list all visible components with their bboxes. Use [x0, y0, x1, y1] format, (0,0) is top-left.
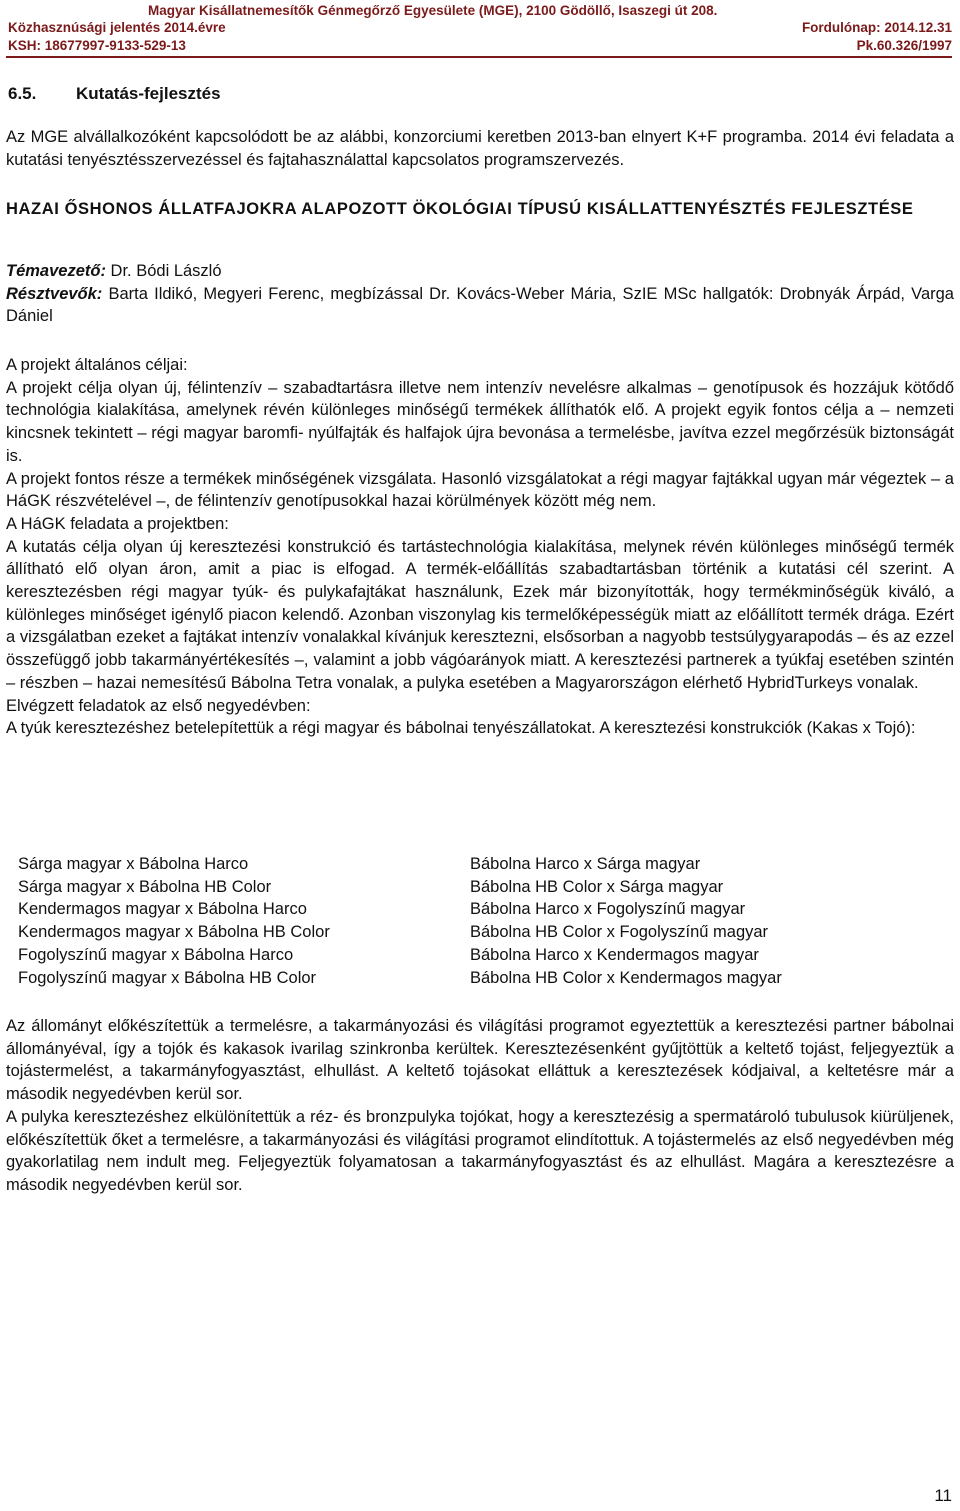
paragraph: Elvégzett feladatok az első negyedévben: [6, 696, 311, 715]
cross-item: Bábolna Harco x Kendermagos magyar [470, 945, 759, 964]
participants-names: Barta Ildikó, Megyeri Ferenc, megbízással Dr. Kovács-Weber Mária, SzIE MSc hallgatók: Drobnyák Árpád, Varga Dániel [6, 284, 954, 326]
paragraph: A HáGK feladata a projektben: [6, 514, 229, 533]
intro-text: Az MGE alvállalkozóként kapcsolódott be az alábbi, konzorciumi keretben 2013-ban elnyert K+F programba. 2014 évi feladata a kutatási tenyésztésszervezéssel és fajtahasználattal kapcsolatos programszervezés. [6, 128, 954, 169]
header-org: Magyar Kisállatnemesítők Génmegőrző Egyesülete (MGE), 2100 Gödöllő, Isaszegi út 208. [148, 3, 718, 18]
paragraph: A projekt célja olyan új, félintenzív – szabadtartásra illetve nem intenzív nevelésre alkalmas – genotípusok és hozzájuk kötődő technológia kialakítása, amelynek révén különleges minőségű termékek állíthatók elő. A projekt egyik fontos célja a – nemzeti kincsnek tekintett – régi magyar baromfi- nyúlfajták és halfajok újra bevonása a termelésbe, javítva ezzel megőrzésük biztonságát is. [6, 378, 954, 465]
paragraph: A kutatás célja olyan új keresztezési konstrukció és tartástechnológia kialakítása, melynek révén különleges minőségű termék állítható elő olyan áron, amit a piac is elfogad. A termék-előállítás szabadtartásban történik a kutatási cél szerint. A keresztezésben régi magyar tyúk- és pulykafajtákat használunk, Ezek már bizonyították, hogy termékminőségük kiváló, a különleges minőséget igénylő piacon kelendő. Azonban viszonylag kis termelőképességük miatt az előállított termék drága. Ezért a vizsgálatban ezeket a fajtákat intenzív vonalakkal kívánjuk keresztezni, elsősorban a nagyobb testsúlygyarapodás – és az ezzel összefüggő jobb takarmányértékesítés –, valamint a jobb vágóarányok miatt. A keresztezési partnerek a tyúkfaj esetében szintén – részben – hazai nemesítésű Bábolna Tetra vonalak, a pulyka esetében a Magyarországon elérhető HybridTurkeys vonalak. [6, 537, 954, 692]
project-people [6, 260, 954, 328]
header-divider [6, 56, 952, 58]
leader-name: Dr. Bódi László [110, 262, 222, 280]
cross-item: Bábolna HB Color x Kendermagos magyar [470, 968, 782, 987]
section-heading [8, 84, 221, 104]
paragraph: Az állományt előkészítettük a termelésre, a takarmányozási és világítási programot egyeztettük a keresztezési partner bábolnai állományéval, így a tojók és kakasok ivarilag szinkronba kerültek. Keresztezésenként gyűjtöttük a keltető tojást, feljegyeztük a tojástermelést, a takarmányfogyasztást, elhullást. A keltető tojásokat elláttuk a keresztezések kódjaival, a keltetésre már a második negyedévben kerül sor. [6, 1017, 954, 1104]
paragraph: A pulyka keresztezéshez elkülönítettük a réz- és bronzpulyka tojókat, hogy a keresztezésig a spermatároló tubulusok kiürüljenek, előkészítettük őket a termelésre, a takarmányozási és világítási programot elindítottuk. A tojástermelés az első negyedévben még gyakorlatilag nem indult meg. Feljegyeztük folyamatosan a takarmányfogyasztást és az elhullást. Magára a keresztezésre a második negyedévben kerül sor. [6, 1107, 954, 1194]
page-number: 11 [934, 1486, 952, 1505]
header-row-2 [0, 19, 960, 36]
paragraph: A projekt általános céljai: [6, 356, 188, 374]
header-row-1 [0, 2, 960, 19]
cross-item: Kendermagos magyar x Bábolna Harco [18, 900, 307, 919]
header-ksh: KSH: 18677997-9133-529-13 [8, 38, 186, 53]
cross-item: Bábolna Harco x Sárga magyar [470, 855, 701, 873]
cross-item: Bábolna HB Color x Sárga magyar [470, 877, 724, 896]
cross-item: Bábolna Harco x Fogolyszínű magyar [470, 900, 746, 919]
paragraph: A tyúk keresztezéshez betelepítettük a régi magyar és bábolnai tenyészállatokat. A keresztezési konstrukciók (Kakas x Tojó): [6, 719, 916, 738]
paragraph: A projekt fontos része a termékek minőségének vizsgálata. Hasonló vizsgálatokat a régi magyar fajtákkal ugyan már végeztek – a HáGK részvételével –, de félintenzív genotípusokkal hazai körülmények között még nem. [6, 469, 954, 511]
header-report: Közhasznúsági jelentés 2014.évre [8, 20, 226, 35]
body-section-2 [6, 1015, 954, 1197]
intro-paragraph [6, 126, 954, 171]
header-pk: Pk.60.326/1997 [856, 38, 952, 53]
cross-item: Bábolna HB Color x Fogolyszínű magyar [470, 923, 769, 942]
cross-item: Kendermagos magyar x Bábolna HB Color [18, 923, 330, 942]
cross-item: Fogolyszínű magyar x Bábolna HB Color [18, 968, 317, 987]
crosses-list-left [18, 853, 330, 989]
participants-line [6, 283, 954, 328]
cross-item: Sárga magyar x Bábolna Harco [18, 855, 249, 873]
section-number: 6.5. [8, 84, 37, 103]
cross-item: Sárga magyar x Bábolna HB Color [18, 877, 272, 896]
participants-label: Résztvevők: [6, 284, 103, 303]
header-row-3 [0, 37, 960, 54]
header-turning-day: Fordulónap: 2014.12.31 [801, 20, 952, 35]
leader-line [6, 260, 954, 283]
section-title: Kutatás-fejlesztés [76, 84, 221, 103]
leader-label: Témavezető: [6, 262, 106, 280]
crosses-list-right [470, 853, 782, 989]
project-title: HAZAI ŐSHONOS ÁLLATFAJOKRA ALAPOZOTT ÖKOLÓGIAI TÍPUSÚ KISÁLLATTENYÉSZTÉS FEJLESZTÉSE [6, 200, 914, 218]
cross-item: Fogolyszínű magyar x Bábolna Harco [18, 945, 294, 964]
body-section-1 [6, 354, 954, 740]
